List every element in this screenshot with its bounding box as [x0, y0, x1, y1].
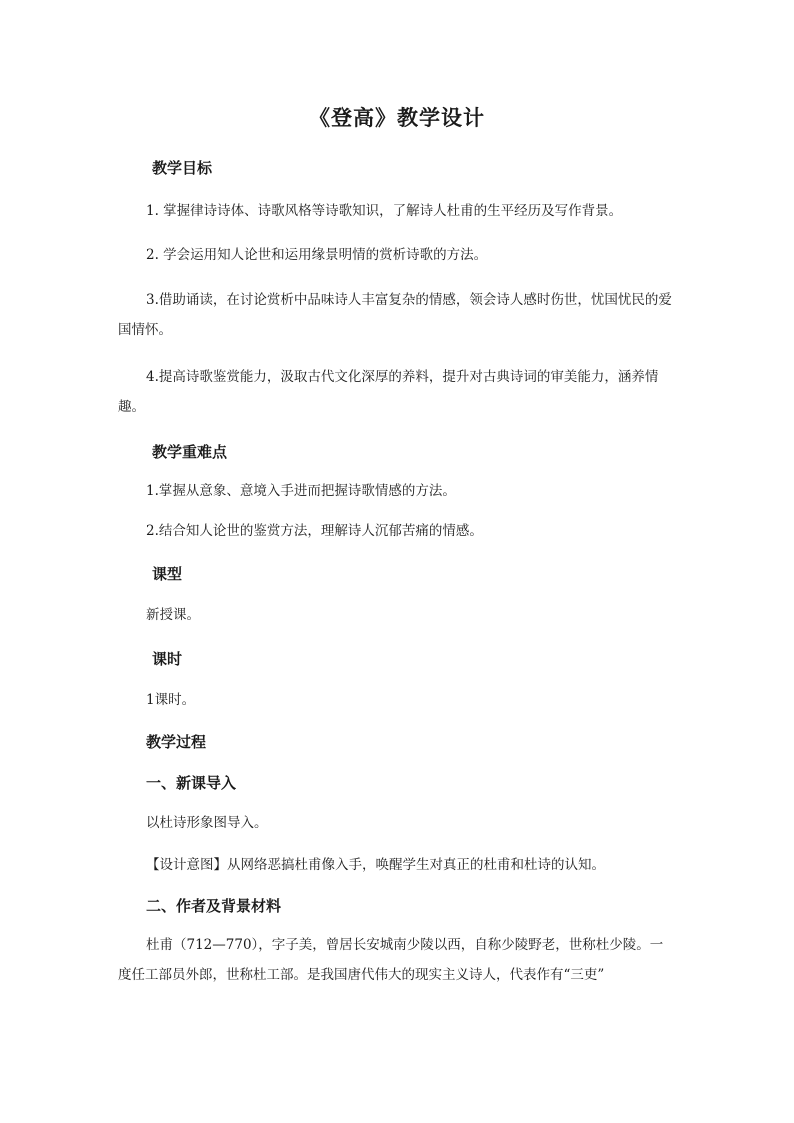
goal-item-1: 1. 掌握律诗诗体、诗歌风格等诗歌知识，了解诗人杜甫的生平经历及写作背景。: [146, 203, 623, 219]
key-point-2: 2.结合知人论世的鉴赏方法，理解诗人沉郁苦痛的情感。: [146, 523, 483, 539]
heading-teaching-goals: 教学目标: [152, 159, 213, 177]
heading-author-background: 二、作者及背景材料: [146, 897, 282, 915]
goal-item-3: 3.借助诵读，在讨论赏析中品味诗人丰富复杂的情感，领会诗人感时伤世，忧国忧民的爱国情怀。: [118, 292, 672, 338]
goal-item-4: 4.提高诗歌鉴赏能力，汲取古代文化深厚的养料，提升对古典诗词的审美能力，涵养情趣。: [118, 369, 659, 415]
author-bio-text: 杜甫（712—770），字子美，曾居长安城南少陵以西，自称少陵野老，世称杜少陵。一度任工部员外郎，世称杜工部。是我国唐代伟大的现实主义诗人，代表作有“三吏”: [118, 937, 664, 983]
lesson-type-text: 新授课。: [146, 607, 200, 623]
lesson-hours-text: 1课时。: [146, 692, 196, 708]
heading-teaching-process: 教学过程: [146, 733, 207, 751]
heading-lesson-hours: 课时: [152, 650, 183, 668]
design-intent-text: 【设计意图】从网络恶搞杜甫像入手，唤醒学生对真正的杜甫和杜诗的认知。: [146, 857, 605, 873]
intro-text: 以杜诗形象图导入。: [146, 815, 268, 831]
goal-item-2: 2. 学会运用知人论世和运用缘景明情的赏析诗歌的方法。: [146, 247, 488, 263]
heading-lesson-type: 课型: [152, 565, 183, 583]
document-title: 《登高》教学设计: [309, 105, 485, 130]
heading-key-points: 教学重难点: [152, 443, 228, 461]
key-point-1: 1.掌握从意象、意境入手进而把握诗歌情感的方法。: [146, 483, 456, 499]
heading-new-lesson-intro: 一、新课导入: [146, 774, 237, 792]
